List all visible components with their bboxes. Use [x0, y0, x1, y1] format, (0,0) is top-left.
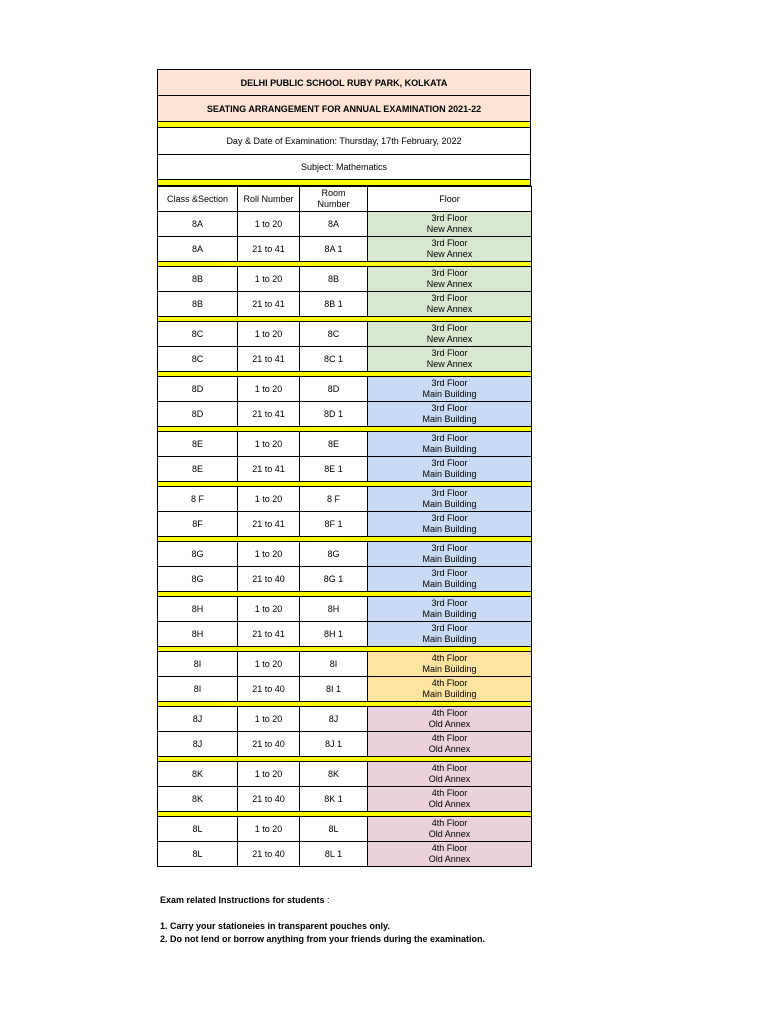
floor-level: 3rd Floor: [431, 268, 468, 278]
floor-building: Old Annex: [428, 744, 471, 754]
roll-cell: 21 to 41: [238, 237, 300, 262]
floor-building: Main Building: [422, 689, 477, 699]
floor-building: Old Annex: [428, 854, 471, 864]
table-row: [158, 597, 532, 622]
class-cell: 8H: [158, 597, 238, 622]
floor-level: 3rd Floor: [431, 598, 468, 608]
roll-cell: 1 to 20: [238, 542, 300, 567]
floor-level: 3rd Floor: [431, 403, 468, 413]
table-header-row: [158, 187, 532, 212]
floor-building: New Annex: [426, 304, 473, 314]
room-cell: 8E: [300, 432, 368, 457]
floor-level: 3rd Floor: [431, 513, 468, 523]
table-row: [158, 267, 532, 292]
room-cell: 8C: [300, 322, 368, 347]
floor-cell: [368, 267, 532, 292]
floor-level: 4th Floor: [431, 788, 468, 798]
floor-cell: [368, 347, 532, 372]
floor-level: 3rd Floor: [431, 543, 468, 553]
table-row: [158, 732, 532, 757]
class-cell: 8K: [158, 762, 238, 787]
floor-cell: [368, 817, 532, 842]
roll-cell: 21 to 41: [238, 402, 300, 427]
floor-cell: [368, 212, 532, 237]
floor-building: Main Building: [422, 609, 477, 619]
room-cell: 8I 1: [300, 677, 368, 702]
room-cell: 8H 1: [300, 622, 368, 647]
floor-cell: [368, 432, 532, 457]
room-cell: 8L: [300, 817, 368, 842]
floor-level: 4th Floor: [431, 733, 468, 743]
class-cell: 8E: [158, 432, 238, 457]
floor-cell: [368, 677, 532, 702]
floor-cell: [368, 567, 532, 592]
table-row: [158, 622, 532, 647]
roll-cell: 21 to 40: [238, 567, 300, 592]
floor-building: New Annex: [426, 224, 473, 234]
floor-level: 4th Floor: [431, 818, 468, 828]
roll-cell: 1 to 20: [238, 432, 300, 457]
table-row: [158, 377, 532, 402]
col-header-class: Class &Section: [158, 187, 238, 212]
class-cell: 8J: [158, 732, 238, 757]
roll-cell: 21 to 41: [238, 457, 300, 482]
floor-cell: [368, 652, 532, 677]
floor-cell: [368, 597, 532, 622]
floor-cell: [368, 622, 532, 647]
room-cell: 8 F: [300, 487, 368, 512]
floor-building: Main Building: [422, 469, 477, 479]
class-cell: 8C: [158, 322, 238, 347]
floor-building: Old Annex: [428, 774, 471, 784]
table-row: [158, 212, 532, 237]
class-cell: 8I: [158, 677, 238, 702]
room-cell: 8J: [300, 707, 368, 732]
floor-level: 3rd Floor: [431, 488, 468, 498]
table-row: [158, 432, 532, 457]
class-cell: 8H: [158, 622, 238, 647]
floor-building: Old Annex: [428, 719, 471, 729]
roll-cell: 1 to 20: [238, 762, 300, 787]
roll-cell: 1 to 20: [238, 322, 300, 347]
seating-sheet: [157, 69, 531, 867]
floor-cell: [368, 292, 532, 317]
instructions: [160, 894, 485, 946]
floor-building: Main Building: [422, 414, 477, 424]
room-cell: 8H: [300, 597, 368, 622]
room-cell: 8A: [300, 212, 368, 237]
room-cell: 8D: [300, 377, 368, 402]
class-cell: 8G: [158, 542, 238, 567]
floor-building: New Annex: [426, 334, 473, 344]
floor-cell: [368, 732, 532, 757]
table-row: [158, 652, 532, 677]
floor-building: Main Building: [422, 634, 477, 644]
class-cell: 8I: [158, 652, 238, 677]
room-cell: 8B: [300, 267, 368, 292]
floor-level: 3rd Floor: [431, 348, 468, 358]
room-cell: 8L 1: [300, 842, 368, 867]
school-title: DELHI PUBLIC SCHOOL RUBY PARK, KOLKATA: [157, 69, 531, 96]
class-cell: 8C: [158, 347, 238, 372]
floor-level: 3rd Floor: [431, 568, 468, 578]
room-cell: 8K: [300, 762, 368, 787]
room-cell: 8G 1: [300, 567, 368, 592]
class-cell: 8A: [158, 212, 238, 237]
class-cell: 8A: [158, 237, 238, 262]
roll-cell: 21 to 41: [238, 347, 300, 372]
floor-level: 4th Floor: [431, 678, 468, 688]
roll-cell: 1 to 20: [238, 597, 300, 622]
room-cell: 8D 1: [300, 402, 368, 427]
col-header-roll: Roll Number: [238, 187, 300, 212]
floor-cell: [368, 787, 532, 812]
class-cell: 8 F: [158, 487, 238, 512]
floor-level: 3rd Floor: [431, 458, 468, 468]
roll-cell: 1 to 20: [238, 377, 300, 402]
floor-level: 4th Floor: [431, 708, 468, 718]
floor-level: 3rd Floor: [431, 238, 468, 248]
table-body: [158, 212, 532, 867]
exam-subject: Subject: Mathematics: [157, 155, 531, 180]
floor-building: Old Annex: [428, 829, 471, 839]
class-cell: 8E: [158, 457, 238, 482]
floor-level: 3rd Floor: [431, 293, 468, 303]
floor-building: Old Annex: [428, 799, 471, 809]
table-row: [158, 787, 532, 812]
table-row: [158, 347, 532, 372]
room-cell: 8J 1: [300, 732, 368, 757]
roll-cell: 21 to 40: [238, 787, 300, 812]
table-row: [158, 292, 532, 317]
floor-cell: [368, 457, 532, 482]
floor-level: 3rd Floor: [431, 378, 468, 388]
table-row: [158, 237, 532, 262]
floor-level: 4th Floor: [431, 763, 468, 773]
floor-cell: [368, 402, 532, 427]
roll-cell: 21 to 41: [238, 512, 300, 537]
room-cell: 8C 1: [300, 347, 368, 372]
roll-cell: 21 to 41: [238, 292, 300, 317]
room-cell: 8B 1: [300, 292, 368, 317]
floor-building: Main Building: [422, 524, 477, 534]
seating-table: [157, 186, 532, 867]
room-cell: 8E 1: [300, 457, 368, 482]
floor-level: 3rd Floor: [431, 623, 468, 633]
floor-cell: [368, 762, 532, 787]
roll-cell: 1 to 20: [238, 267, 300, 292]
table-row: [158, 842, 532, 867]
instruction-item: 1. Carry your stationeies in transparent pouches only.: [160, 921, 390, 931]
table-row: [158, 567, 532, 592]
floor-building: Main Building: [422, 444, 477, 454]
roll-cell: 1 to 20: [238, 212, 300, 237]
roll-cell: 1 to 20: [238, 487, 300, 512]
floor-cell: [368, 842, 532, 867]
col-header-floor: Floor: [368, 187, 532, 212]
floor-building: Main Building: [422, 389, 477, 399]
class-cell: 8L: [158, 817, 238, 842]
floor-cell: [368, 322, 532, 347]
room-cell: 8K 1: [300, 787, 368, 812]
class-cell: 8D: [158, 377, 238, 402]
floor-level: 3rd Floor: [431, 433, 468, 443]
floor-cell: [368, 487, 532, 512]
floor-cell: [368, 707, 532, 732]
floor-cell: [368, 237, 532, 262]
floor-level: 4th Floor: [431, 653, 468, 663]
table-row: [158, 707, 532, 732]
floor-building: New Annex: [426, 279, 473, 289]
roll-cell: 21 to 41: [238, 622, 300, 647]
floor-building: Main Building: [422, 554, 477, 564]
floor-building: Main Building: [422, 499, 477, 509]
table-row: [158, 402, 532, 427]
roll-cell: 21 to 40: [238, 677, 300, 702]
floor-building: New Annex: [426, 249, 473, 259]
room-cell: 8F 1: [300, 512, 368, 537]
instructions-heading: Exam related Instructions for students :: [160, 895, 330, 905]
exam-title: SEATING ARRANGEMENT FOR ANNUAL EXAMINATION 2021-22: [157, 96, 531, 122]
class-cell: 8G: [158, 567, 238, 592]
table-row: [158, 542, 532, 567]
instruction-item: 2. Do not lend or borrow anything from your friends during the examination.: [160, 934, 486, 944]
class-cell: 8J: [158, 707, 238, 732]
col-header-room: Room Number: [300, 187, 368, 212]
room-cell: 8G: [300, 542, 368, 567]
floor-level: 4th Floor: [431, 843, 468, 853]
roll-cell: 21 to 40: [238, 842, 300, 867]
roll-cell: 1 to 20: [238, 652, 300, 677]
floor-building: New Annex: [426, 359, 473, 369]
floor-building: Main Building: [422, 664, 477, 674]
room-cell: 8A 1: [300, 237, 368, 262]
exam-day-date: Day & Date of Examination: Thursday, 17th February, 2022: [157, 128, 531, 155]
table-row: [158, 817, 532, 842]
table-row: [158, 487, 532, 512]
roll-cell: 21 to 40: [238, 732, 300, 757]
floor-cell: [368, 377, 532, 402]
class-cell: 8L: [158, 842, 238, 867]
floor-building: Main Building: [422, 579, 477, 589]
class-cell: 8B: [158, 292, 238, 317]
table-row: [158, 762, 532, 787]
floor-level: 3rd Floor: [431, 213, 468, 223]
floor-cell: [368, 542, 532, 567]
roll-cell: 1 to 20: [238, 817, 300, 842]
table-row: [158, 512, 532, 537]
class-cell: 8F: [158, 512, 238, 537]
table-row: [158, 677, 532, 702]
class-cell: 8B: [158, 267, 238, 292]
class-cell: 8D: [158, 402, 238, 427]
floor-cell: [368, 512, 532, 537]
room-cell: 8I: [300, 652, 368, 677]
table-row: [158, 322, 532, 347]
floor-level: 3rd Floor: [431, 323, 468, 333]
class-cell: 8K: [158, 787, 238, 812]
roll-cell: 1 to 20: [238, 707, 300, 732]
table-row: [158, 457, 532, 482]
